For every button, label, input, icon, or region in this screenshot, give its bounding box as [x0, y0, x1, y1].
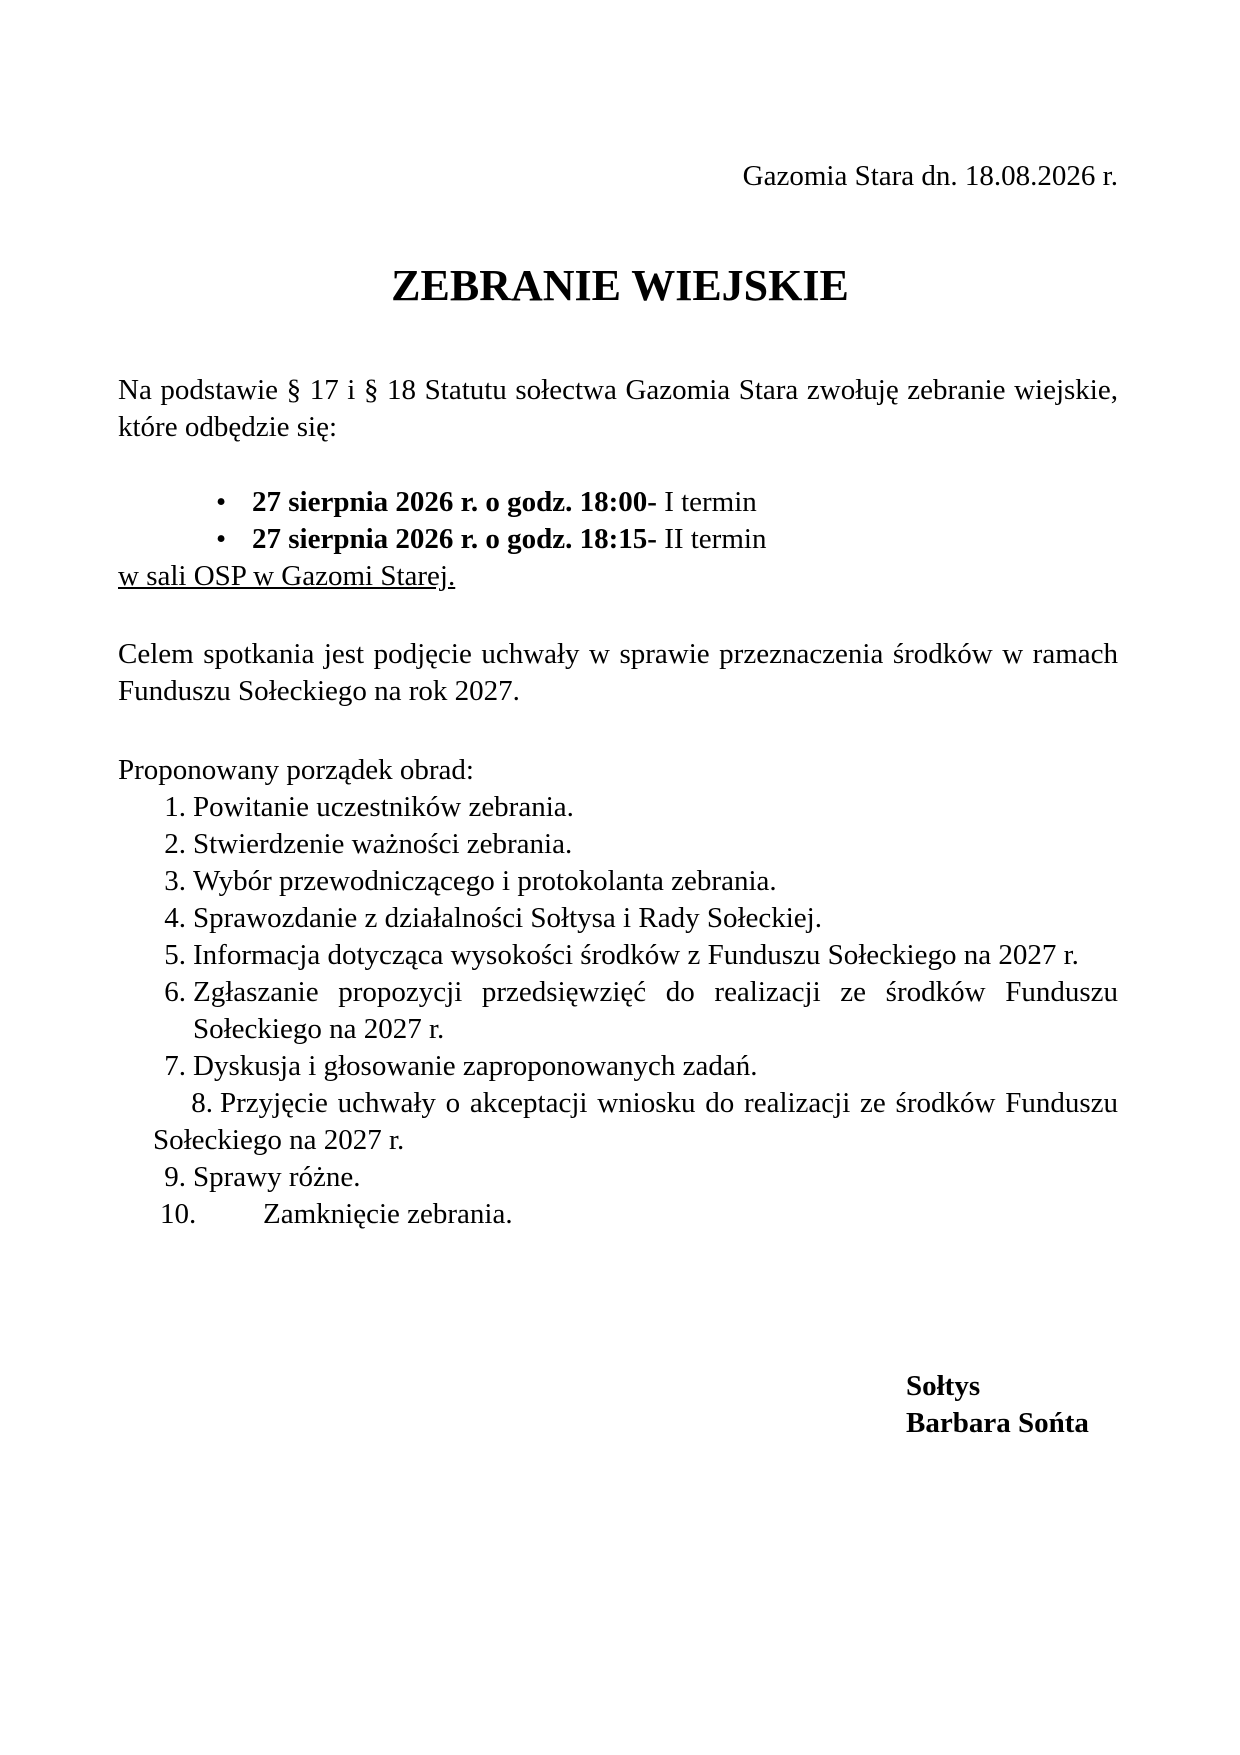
- date-line: Gazomia Stara dn. 18.08.2026 r.: [742, 160, 1118, 192]
- agenda-item-text: Przyjęcie uchwały o akceptacji wniosku do realizacji ze środków Funduszu Sołeckiego na 2027 r.: [153, 1087, 1118, 1156]
- agenda-item-text: Sprawy różne.: [193, 1161, 361, 1193]
- agenda-item: [118, 974, 1118, 1048]
- agenda-item: [118, 1159, 1118, 1196]
- agenda-item-number: 7.: [164, 1050, 186, 1082]
- bullet-icon: •: [216, 523, 227, 555]
- agenda-item-text: Powitanie uczestników zebrania.: [193, 791, 574, 823]
- agenda-item-number: 8.: [191, 1087, 213, 1119]
- agenda-item: [118, 1196, 1118, 1233]
- agenda-item-number: 6.: [164, 976, 186, 1008]
- venue-line: w sali OSP w Gazomi Starej.: [118, 560, 456, 592]
- intro-paragraph: Na podstawie § 17 i § 18 Statutu sołectwa Gazomia Stara zwołuję zebranie wiejskie, które odbędzie się:: [118, 374, 1118, 443]
- agenda-item-number: 3.: [164, 865, 186, 897]
- agenda-item: [118, 937, 1118, 974]
- meeting-terms-list: [210, 484, 1110, 558]
- agenda-item: [118, 900, 1118, 937]
- agenda-item-number: 5.: [164, 939, 186, 971]
- agenda-item: [118, 1085, 1118, 1159]
- agenda-item-text: Informacja dotycząca wysokości środków z Funduszu Sołeckiego na 2027 r.: [193, 939, 1079, 971]
- term-datetime: 27 sierpnia 2026 r. o godz. 18:00-: [252, 486, 657, 518]
- agenda-item: [118, 1048, 1118, 1085]
- term-datetime: 27 sierpnia 2026 r. o godz. 18:15-: [252, 523, 657, 555]
- agenda-item-text: Zamknięcie zebrania.: [263, 1198, 513, 1230]
- meeting-term-first: [210, 484, 1110, 521]
- meeting-term-second: [210, 521, 1110, 558]
- agenda-item-number: 10.: [160, 1198, 197, 1230]
- term-label: I termin: [656, 486, 757, 518]
- agenda-item-text: Wybór przewodniczącego i protokolanta zebrania.: [193, 865, 777, 897]
- signature-name: Barbara Sońta: [906, 1407, 1089, 1439]
- agenda-item: [118, 826, 1118, 863]
- bullet-icon: •: [216, 486, 227, 518]
- agenda-item-number: 2.: [164, 828, 186, 860]
- agenda-item: [118, 789, 1118, 826]
- purpose-paragraph: Celem spotkania jest podjęcie uchwały w sprawie przeznaczenia środków w ramach Funduszu Sołeckiego na rok 2027.: [118, 638, 1118, 707]
- agenda-item-text: Stwierdzenie ważności zebrania.: [193, 828, 573, 860]
- agenda-item-number: 9.: [164, 1161, 186, 1193]
- agenda-item-text: Sprawozdanie z działalności Sołtysa i Rady Sołeckiej.: [193, 902, 822, 934]
- signature-role: Sołtys: [906, 1370, 981, 1402]
- document-title: ZEBRANIE WIEJSKIE: [391, 261, 849, 310]
- term-label: II termin: [656, 523, 767, 555]
- agenda-item-number: 1.: [164, 791, 186, 823]
- agenda-item-text: Zgłaszanie propozycji przedsięwzięć do realizacji ze środków Funduszu Sołeckiego na 2027 r.: [193, 976, 1118, 1045]
- agenda-item-text: Dyskusja i głosowanie zaproponowanych zadań.: [193, 1050, 758, 1082]
- agenda-title: Proponowany porządek obrad:: [118, 754, 474, 786]
- signature-block: [906, 1368, 1089, 1442]
- agenda-item: [118, 863, 1118, 900]
- agenda-item-number: 4.: [164, 902, 186, 934]
- agenda-list: [118, 789, 1118, 1233]
